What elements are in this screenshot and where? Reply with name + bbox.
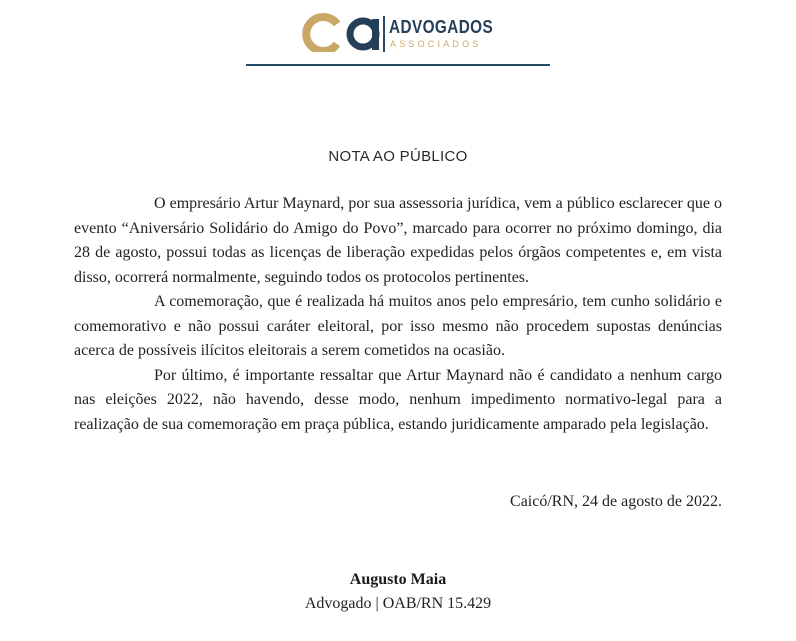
place-date: Caicó/RN, 24 de agosto de 2022. <box>510 493 722 510</box>
logo-divider <box>383 16 385 52</box>
paragraph-2: A comemoração, que é realizada há muitos anos pelo empresário, tem cunho solidário e comemorativo e não possui caráter eleitoral, por isso mesmo não procedem supostas denúncias acerca de possíveis ilícitos eleitorais a serem cometidos na ocasião. <box>74 293 722 359</box>
firm-logo-icon <box>299 12 387 52</box>
signatory-name: Augusto Maia <box>349 571 447 588</box>
brand-subtitle: ASSOCIADOS <box>390 39 482 49</box>
brand-name: ADVOGADOS <box>389 17 494 37</box>
signatory-role: Advogado | OAB/RN 15.429 <box>304 595 492 612</box>
document-title: NOTA AO PÚBLICO <box>328 148 468 165</box>
letterhead <box>0 0 796 72</box>
paragraph-3: Por último, é importante ressaltar que Artur Maynard não é candidato a nenhum cargo nas eleições 2022, não havendo, desse modo, nenhum impedimento normativo-legal para a realização de sua comemoração em praça pública, estando juridicamente amparado pela legislação. <box>74 366 722 433</box>
document-body <box>74 192 722 437</box>
header-rule <box>246 64 550 66</box>
paragraph-1: O empresário Artur Maynard, por sua assessoria jurídica, vem a público esclarecer que o evento “Aniversário Solidário do Amigo do Povo”, marcado para ocorrer no próximo domingo, dia 28 de agosto, possui todas as licenças de liberação expedidas pelos órgãos competentes e, em vista disso, ocorrerá normalmente, seguindo todos os protocolos pertinentes. <box>74 195 722 286</box>
